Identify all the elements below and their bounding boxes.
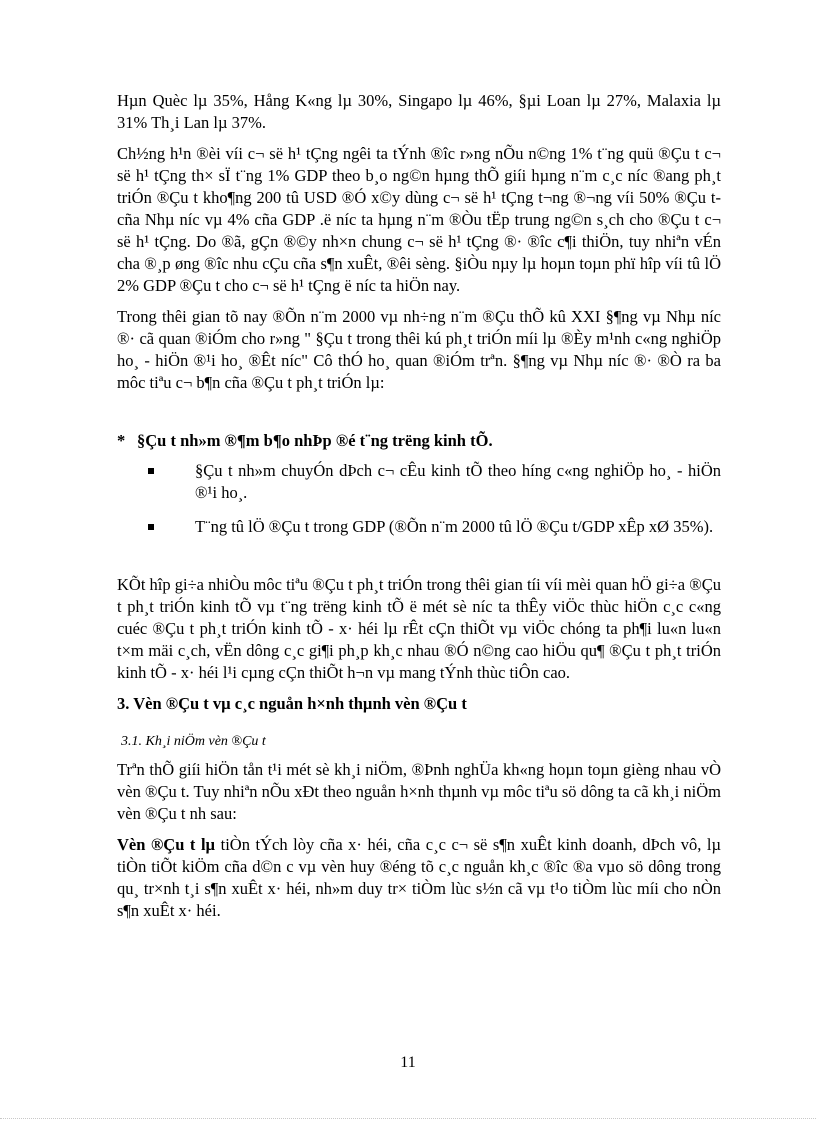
paragraph-stats: Hµn Quèc lµ 35%, Hång K«ng lµ 30%, Singapo lµ 46%, §µi Loan lµ 27%, Malaxia lµ 31% Th¸i Lan lµ 37%. — [117, 91, 721, 132]
page-bottom-divider — [0, 1118, 816, 1119]
list-item — [117, 460, 721, 504]
definition-body: tiÒn tÝch lòy cña x· héi, cña c¸c c¬ së s¶n xuÊt kinh doanh, dÞch vô, lµ tiÒn tiÕt kiÖm cña d©n c vµ vèn huy ®éng tõ c¸c nguån kh¸c ®îc ®a vµo sö dông trong qu¸ tr×nh t¸i s¶n xuÊt x· héi, nh»m duy tr× tiÒm lùc s½n cã vµ t¹o tiÒm lùc míi cho nÒn s¶n xuÊt x· héi. — [117, 835, 721, 920]
bullet-heading — [117, 430, 721, 452]
bullet-heading-text: §Çu t nh»m ®¶m b¶o nhÞp ®é t¨ng trëng kinh tÕ. — [137, 431, 493, 450]
list-item-text: §Çu t nh»m chuyÓn dÞch c¬ cÊu kinh tÕ theo híng c«ng nghiÖp ho¸ - hiÖn ®¹i ho¸. — [195, 461, 721, 502]
paragraph-infrastructure: Ch½ng h¹n ®èi víi c¬ së h¹ tÇng ngêi ta tÝnh ®îc r»ng nÕu n©ng 1% t¨ng quü ®Çu t c¬ së h¹ tÇng th× sÏ t¨ng 1% GDP theo b¸o ng©n hµng thÕ giíi hµng n¨m c¸c níc ®ang ph¸t triÓn ®Çu t kho¶ng 200 tû USD ®Ó x©y dùng c¬ së h¹ tÇng t¬ng ®¬ng víi 50% ®Çu t cña Nhµ níc vµ 4% cña GDP .ë níc ta hµng n¨m ®Òu tËp trung ng©n s¸ch cho ®Çu t c¬ së h¹ tÇng. Do ®ã, gÇn ®©y nh×n chung c¬ së h¹ tÇng ®· ®îc c¶i thiÖn, tuy nhiªn vÉn cha ®¸p øng ®îc nhu cÇu cña s¶n xuÊt, ®êi sèng. §iÒu nµy lµ hoµn toµn phï hîp víi tû lÖ 2% GDP ®Çu t cho c¬ së h¹ tÇng ë níc ta hiÖn nay. — [117, 144, 721, 295]
asterisk-bullet: * — [117, 431, 126, 450]
definition-term: Vèn ®Çu t lµ — [117, 835, 216, 854]
square-bullet-icon — [148, 524, 154, 530]
list-item-text: T¨ng tû lÖ ®Çu t trong GDP (®Õn n¨m 2000 tû lÖ ®Çu t/GDP xÊp xØ 35%). — [195, 517, 714, 536]
paragraph-definition-intro: Trªn thÕ giíi hiÖn tån t¹i mét sè kh¸i niÖm, ®Þnh nghÜa kh«ng hoµn toµn gièng nhau vÒ vèn ®Çu t. Tuy nhiªn nÕu xÐt theo nguån h×nh thµnh vµ môc tiªu sö dông ta cã kh¸i niÖm vèn ®Çu t nh sau: — [117, 760, 721, 823]
paragraph-policy: Trong thêi gian tõ nay ®Õn n¨m 2000 vµ nh÷ng n¨m ®Çu thÕ kû XXI §¶ng vµ Nhµ níc ®· cã quan ®iÓm cho r»ng " §Çu t trong thêi kú ph¸t triÓn míi lµ ®Èy m¹nh c«ng nghiÖp ho¸ - hiÖn ®¹i ho¸ ®Êt níc" Cô thÓ ho¸ quan ®iÓm trªn. §¶ng vµ Nhµ níc ®· ®Ò ra ba môc tiªu c¬ b¶n cña ®Çu t ph¸t triÓn lµ: — [117, 307, 721, 392]
subsection-heading: 3.1. Kh¸i niÖm vèn ®Çu t — [121, 734, 266, 749]
body-text — [117, 90, 721, 931]
list-item — [117, 516, 721, 538]
section-heading: 3. Vèn ®Çu t vµ c¸c nguån h×nh thµnh vèn ®Çu t — [117, 694, 467, 713]
square-bullet-icon — [148, 468, 154, 474]
paragraph-conclusion: KÕt hîp gi÷a nhiÒu môc tiªu ®Çu t ph¸t triÓn trong thêi gian tíi víi mèi quan hÖ gi÷a ®Çu t ph¸t triÓn kinh tÕ vµ t¨ng trëng kinh tÕ ë mét sè níc ta thÊy viÖc thùc hiÖn c¸c c«ng cuéc ®Çu t ph¸t triÓn kinh tÕ - x· héi lµ rÊt cÇn thiÕt vµ viÖc chóng ta ph¶i lu«n lu«n t×m mäi c¸ch, vËn dông c¸c gi¶i ph¸p kh¸c nhau ®Ó n©ng cao hiÖu qu¶ ®Çu t ph¸t triÓn kinh tÕ - x· héi l¹i cµng cÇn thiÕt h¬n vµ mang tÝnh thùc tiÔn cao. — [117, 575, 721, 682]
page-number: 11 — [400, 1054, 416, 1071]
paragraph-definition — [117, 834, 721, 922]
